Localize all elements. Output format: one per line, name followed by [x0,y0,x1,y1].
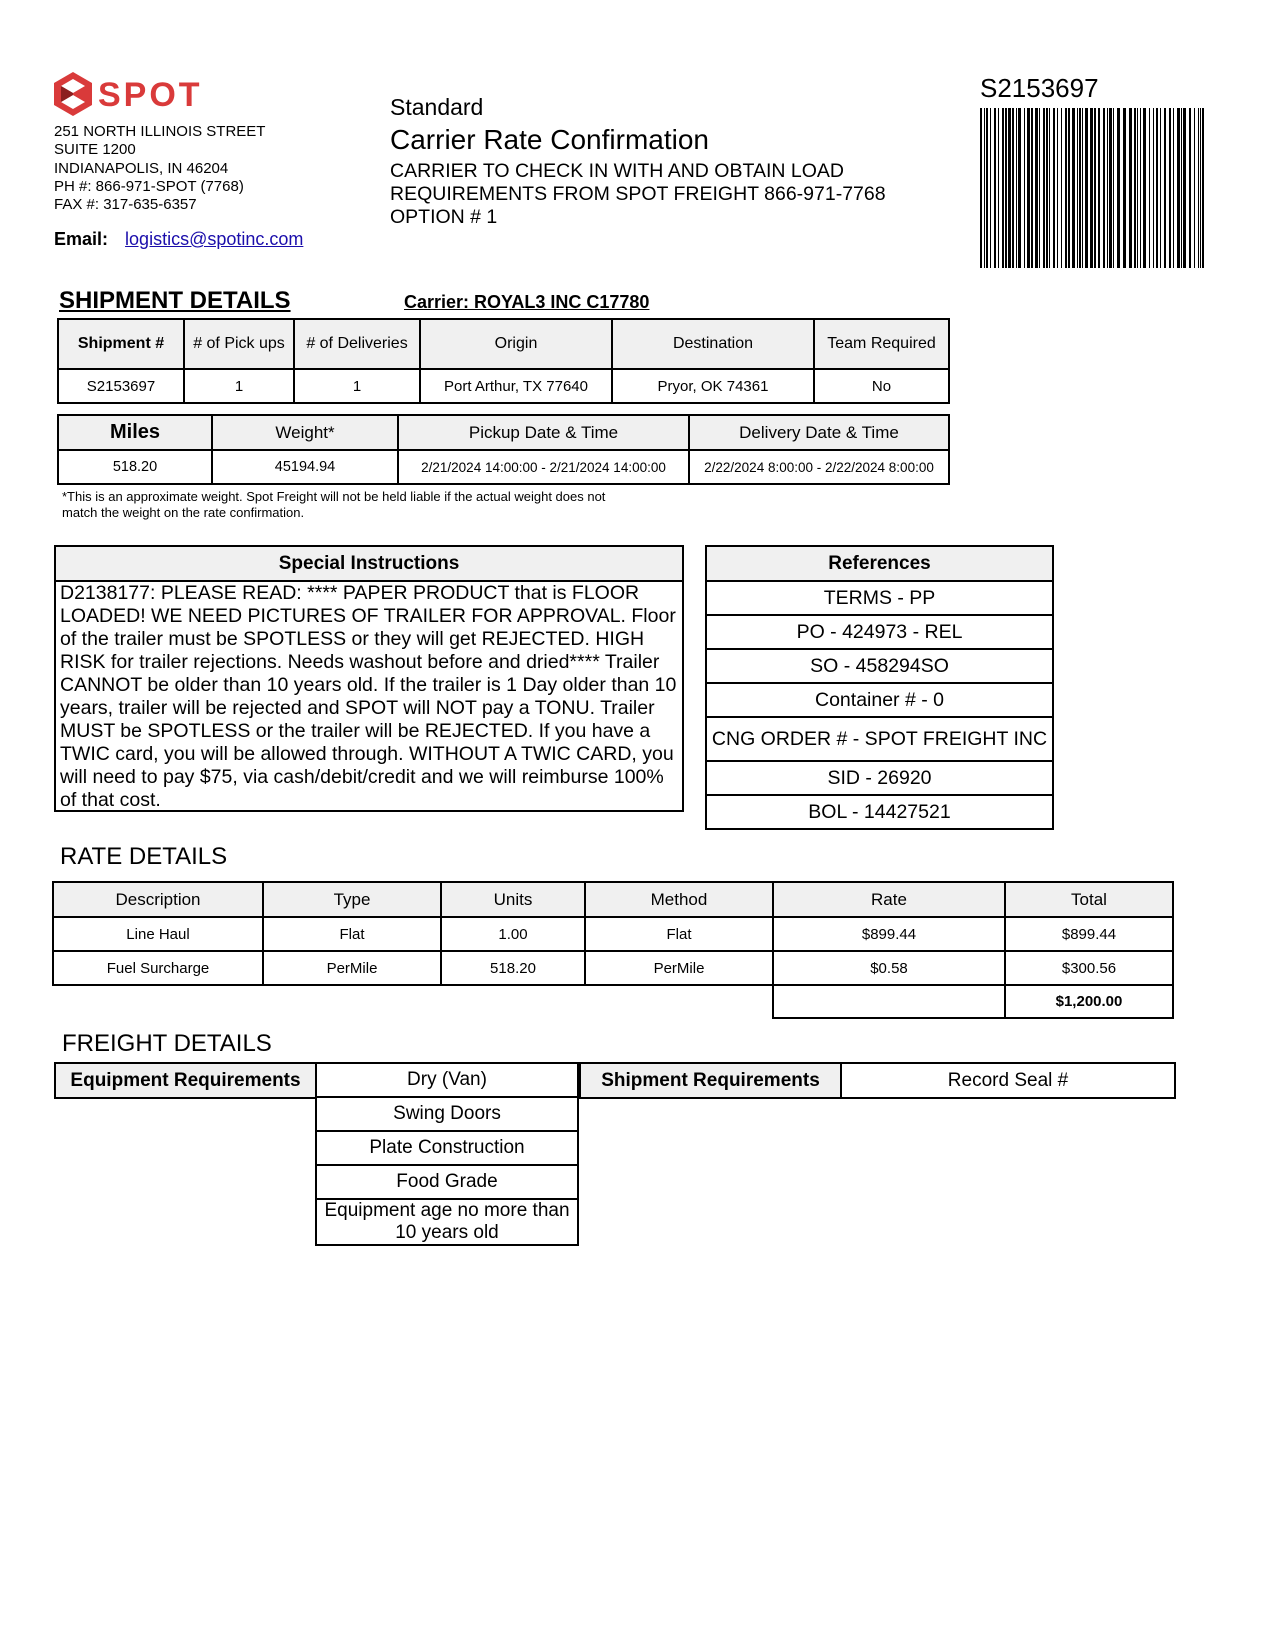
barcode-bar [1169,108,1171,268]
table-cell: PerMile [585,951,773,985]
barcode-bar [1046,108,1048,268]
barcode-bar [1109,108,1112,268]
equipment-requirements-list [315,1062,579,1246]
list-item [316,1097,578,1131]
table-cell: Fuel Surcharge [53,951,263,985]
barcode-bar [1082,108,1083,268]
equipment-requirements-label: Equipment Requirements [54,1062,317,1099]
equipment-item: Dry (Van) [316,1063,578,1097]
special-instructions-box [54,545,684,812]
barcode-bar [1085,108,1088,268]
barcode-bar [1065,108,1067,268]
table-header-row [706,546,1053,581]
barcode-bar [1164,108,1166,268]
special-instructions-title: Special Instructions [56,547,682,582]
barcode-bar [1090,108,1093,268]
table-row [58,450,949,484]
table-cell: Flat [263,917,441,951]
table-row [706,683,1053,717]
shipment-number: S2153697 [980,73,1099,103]
barcode-bar [1123,108,1126,268]
document-type: Standard [390,94,484,120]
table-row [706,795,1053,829]
barcode-bar [1072,108,1075,268]
table-row [58,369,949,403]
table-cell: Flat [585,917,773,951]
company-address [54,123,265,214]
barcode-bar [1107,108,1108,268]
barcode-bar [1143,108,1146,268]
reference-item: TERMS - PP [706,581,1053,615]
table-row [706,717,1053,761]
barcode-bar [980,108,982,268]
barcode-bar [1077,108,1078,268]
address-line: SUITE 1200 [54,141,136,159]
carrier-info: Carrier: ROYAL3 INC C17780 [404,292,650,312]
barcode-bar [1068,108,1070,268]
list-item [316,1063,578,1097]
spot-logo [52,72,203,120]
col-header: Shipment # [58,319,184,369]
barcode-bar [1129,108,1132,268]
table-row [706,581,1053,615]
col-header: Weight* [212,415,398,450]
reference-item: SO - 458294SO [706,649,1053,683]
table-cell: 1 [294,369,420,403]
barcode-bar [1156,108,1158,268]
table-cell: No [814,369,949,403]
table-cell: 2/21/2024 14:00:00 - 2/21/2024 14:00:00 [398,450,689,484]
barcode-bar [1016,108,1017,268]
col-header: Origin [420,319,612,369]
reference-item: BOL - 14427521 [706,795,1053,829]
barcode-bar [1173,108,1174,268]
col-header: # of Pick ups [184,319,294,369]
table-cell: S2153697 [58,369,184,403]
table-cell: 518.20 [58,450,212,484]
table-row [706,761,1053,795]
reference-item: SID - 26920 [706,761,1053,795]
barcode [980,108,1210,268]
barcode-bar [1181,108,1182,268]
table-cell: Pryor, OK 74361 [612,369,814,403]
miles-table [57,414,950,485]
barcode-bar [1049,108,1050,268]
spot-logo-icon [52,72,94,116]
col-header: Type [263,882,441,917]
barcode-bar [1134,108,1136,268]
table-header-row [58,319,949,369]
reference-item: Container # - 0 [706,683,1053,717]
table-cell: 1 [184,369,294,403]
table-cell: 2/22/2024 8:00:00 - 2/22/2024 8:00:00 [689,450,949,484]
shipment-requirements-label: Shipment Requirements [579,1062,842,1099]
barcode-bar [1039,108,1040,268]
table-header-row [58,415,949,450]
shipment-table [57,318,950,404]
barcode-bar [1027,108,1030,268]
table-cell: $899.44 [1005,917,1173,951]
spot-logo-text: SPOT [98,76,203,114]
barcode-bar [1103,108,1105,268]
barcode-bar [984,108,985,268]
col-header: # of Deliveries [294,319,420,369]
email-label: Email: [54,229,109,249]
rate-details-title: RATE DETAILS [60,843,228,870]
table-cell: Port Arthur, TX 77640 [420,369,612,403]
phone-line: PH #: 866-971-SPOT (7768) [54,177,244,195]
freight-details-title: FREIGHT DETAILS [62,1030,272,1057]
blank-cell [263,985,441,1018]
barcode-bar [1137,108,1138,268]
barcode-bar [1177,108,1180,268]
barcode-bar [1183,108,1186,268]
table-cell: PerMile [263,951,441,985]
barcode-bar [1005,108,1007,268]
list-item [316,1165,578,1199]
rate-table [52,881,1174,1019]
barcode-bar [1160,108,1161,268]
table-cell: 518.20 [441,951,585,985]
col-header: Delivery Date & Time [689,415,949,450]
barcode-bar [994,108,996,268]
address-line: 251 NORTH ILLINOIS STREET [54,123,266,140]
table-row [706,615,1053,649]
col-header: Method [585,882,773,917]
equipment-item: Swing Doors [316,1097,578,1131]
shipment-details-title: SHIPMENT DETAILS [59,287,291,314]
references-title: References [706,546,1053,581]
barcode-bar [1012,108,1014,268]
grand-total: $1,200.00 [1005,985,1173,1018]
document-title: Carrier Rate Confirmation [390,124,709,155]
barcode-bar [1057,108,1058,268]
reference-item: PO - 424973 - REL [706,615,1053,649]
barcode-bar [1002,108,1004,268]
list-item [316,1131,578,1165]
col-header: Total [1005,882,1173,917]
barcode-bar [990,108,991,268]
barcode-bar [1194,108,1195,268]
barcode-bar [1008,108,1011,268]
col-header: Units [441,882,585,917]
table-header-row [53,882,1173,917]
list-item [316,1199,578,1245]
references-table [705,545,1054,830]
barcode-bar [1053,108,1055,268]
blank-cell [53,985,263,1018]
barcode-bar [998,108,999,268]
blank-cell [585,985,773,1018]
barcode-bar [1024,108,1025,268]
total-label-cell [773,985,1005,1018]
special-instructions-text: D2138177: PLEASE READ: **** PAPER PRODUCT that is FLOOR LOADED! WE NEED PICTURES OF TRAILER FOR APPROVAL. Floor of the trailer must be SPOTLESS or they will get REJECTED. HIGH RISK for trailer rejections. Needs washout before and dried**** Trailer CANNOT be older than 10 years old. If the trailer is 1 Day older than 10 years, trailer will be rejected and SPOT will NOT pay a TONU. Trailer MUST be SPOTLESS or the trailer will be REJECTED. If you have a TWIC card, you will be allowed through. WITHOUT A TWIC CARD, you will need to pay $75, via cash/debit/credit and we will reimburse 100% of that cost. [60,582,677,811]
table-cell: Line Haul [53,917,263,951]
shipment-requirement-item: Record Seal # [840,1062,1176,1099]
barcode-bar [1061,108,1062,268]
col-header: Miles [58,415,212,450]
email-row [54,229,303,250]
equipment-item: Equipment age no more than 10 years old [316,1199,578,1245]
check-in-instructions: CARRIER TO CHECK IN WITH AND OBTAIN LOAD REQUIREMENTS FROM SPOT FREIGHT 866-971-7768 OPTION # 1 [390,160,886,228]
blank-cell [441,985,585,1018]
col-header: Team Required [814,319,949,369]
email-link[interactable]: logistics@spotinc.com [125,229,304,249]
table-cell: $899.44 [773,917,1005,951]
total-row [53,985,1173,1018]
barcode-bar [1113,108,1114,268]
barcode-bar [986,108,988,268]
barcode-bar [1031,108,1033,268]
barcode-bar [1079,108,1081,268]
barcode-bar [1202,108,1204,268]
address-line: INDIANAPOLIS, IN 46204 [54,159,229,177]
barcode-bar [1140,108,1141,268]
equipment-item: Plate Construction [316,1131,578,1165]
col-header: Description [53,882,263,917]
barcode-bar [1043,108,1045,268]
barcode-bar [1035,108,1038,268]
table-cell: 45194.94 [212,450,398,484]
fax-line: FAX #: 317-635-6357 [54,196,197,214]
col-header: Rate [773,882,1005,917]
barcode-bar [1117,108,1120,268]
barcode-bar [1189,108,1191,268]
col-header: Pickup Date & Time [398,415,689,450]
barcode-bar [1149,108,1150,268]
table-row [706,649,1053,683]
barcode-bar [1018,108,1021,268]
barcode-bar [1200,108,1201,268]
barcode-bar [1098,108,1100,268]
weight-disclaimer: *This is an approximate weight. Spot Freight will not be held liable if the actual weight does not match the weight on the rate confirmation. [62,489,606,520]
barcode-bar [1198,108,1199,268]
col-header: Destination [612,319,814,369]
table-row [53,951,1173,985]
table-cell: $300.56 [1005,951,1173,985]
table-cell: $0.58 [773,951,1005,985]
table-cell: 1.00 [441,917,585,951]
equipment-item: Food Grade [316,1165,578,1199]
barcode-bar [1153,108,1154,268]
barcode-bar [1094,108,1096,268]
table-row [53,917,1173,951]
reference-item: CNG ORDER # - SPOT FREIGHT INC [706,717,1053,761]
